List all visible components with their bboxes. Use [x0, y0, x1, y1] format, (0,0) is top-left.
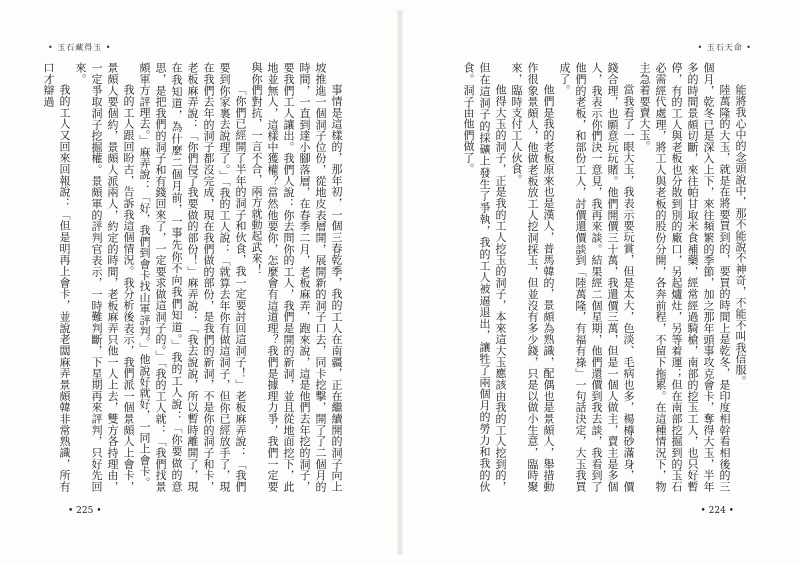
right-page-number: • 224 • [700, 506, 734, 516]
paragraph: 「你們已經開了半年的洞子和伙食，我一定要討回這洞子！」老板麻弄說：「我們要到你家裏去說理了。」「我的工人說：「就算去年你有做這洞子，但你已經放手了，現在我們去年的洞子都沒完成，現在我們做的部份，是我們的新洞，不是你的洞子和卡，老板麻弄說：「你們侵了我要做的部份！」麻弄說：「我去說說，所以暫時離開了，現在我知道，為什麼二個月前，一事先你不向我們知道。」我的工人說：「你要做的意思，是把我們的洞子和有錢回來了，一定要求做這洞子的。」「我的工人就：「我們找景頗軍方評理去。」麻弄說：「好，我們到會卡找山軍評判。」他說好就好，一同上會卡。 [138, 62, 247, 492]
right-page [402, 0, 800, 565]
paragraph: 陸萬隆的大玉，就是在將要買到的，要買的時間上是乾冬，是印度相幹看相後的三個月，乾冬已是深入上下，來往頻繁的季節，加之那年頭事攻克會卡，奪得大玉，半年多的時間景頗切斷，來往帕甘取米食補藥，經常經過騎槍，南部的挖玉工人，也只好暫停，有的工人與老板也分散到別的廠口，另起爐灶，另等着運；但在南部挖掘到的玉石必需經代處理，將工人與老板的股份分開，各奔前程，不留下拖累。在這種情況下，物主急着要賣大玉。 [638, 62, 731, 492]
paragraph: 當我看了一眼大玉，我表示要玩賞，但是太大，色淡、毛病也多，楊樽砂滿身，價錢合理，也願意玩玩賭。他們開價三十萬，我還價三萬，但是一個人做主，賣主是多個人，我表示你們決一意見，我再來談。結果經二個星期，他們還價到我去談，我看到了他們的老板，和部份工人，討價還價談到「陸萬隆，有福有祿」一句話決定，大玉我買成了。 [558, 62, 635, 492]
right-page-header: • 玉石天命 • [697, 43, 752, 52]
paragraph: 他們是我的老板原來也是漢人，普馬韓的，景頗為熟識，配偶也是景頗人，舉措動作很象景頗人，他做老板放工人挖洞採玉，但並沒有多少錢，只是以做小生意，臨時聚來，臨時支付工人伙食。 [510, 62, 555, 492]
paragraph: 我的工人又回來回報說：「但是明再上會卡，並說老闆麻弄景頗韓非常熟識，所有口才辯過 [42, 62, 71, 492]
paragraph: 能將我心中的念頭說中，那不能說不神奇，不能不叫我信服。 [734, 84, 747, 387]
right-page-text [464, 62, 748, 492]
paragraph: 我的工人跟回盼古，告訴我這個情況。我分析後表示，我們派一個景頗人上會卡，景頗人要個約，景頗人派兩人，約定的時間，老板麻弄只他一人上去，雙方各持理由，一定爭取洞子挖掘權。景頗軍的評判官表示，一時難判斷，下星期再來評判，只好先回來。 [74, 62, 135, 492]
paragraph: 他得大玉的洞子，正是我的工人挖玉的洞子，本來這大玉應該由我的工人挖到的，但在這洞子的採礦上發生了爭執，我的工人被逼退出，讓牲了兩個月的勞力和我的伙食。洞子由他們做了。 [462, 62, 507, 492]
left-page [0, 0, 398, 565]
left-page-text [42, 62, 344, 492]
paragraph: 事情是這樣的，那年初，一個三春乾季，我的工人在南疆，正在繼續開的洞子向上坡推進一個洞子位份，從地皮表層開，展開新的洞子口去，同卡挖擊，開了了二個月的時間，一直到達小腳落層，在春季二月，老板麻弄，跑來說，這是他們去年挖的洞子，要我們工人讓出。我們人說：你去問你的工人，我們是開的新洞，並且從地面挖下，此地並無人，這樣中獲權？當然他要你，怎麼會有這道理？我們是據理力爭，我們一定要與你們對抗，一言不合，兩方就動起武來！ [250, 62, 343, 492]
left-page-number: • 225 • [68, 506, 102, 516]
left-page-header: • 玉石藏得玉 • [48, 43, 112, 52]
